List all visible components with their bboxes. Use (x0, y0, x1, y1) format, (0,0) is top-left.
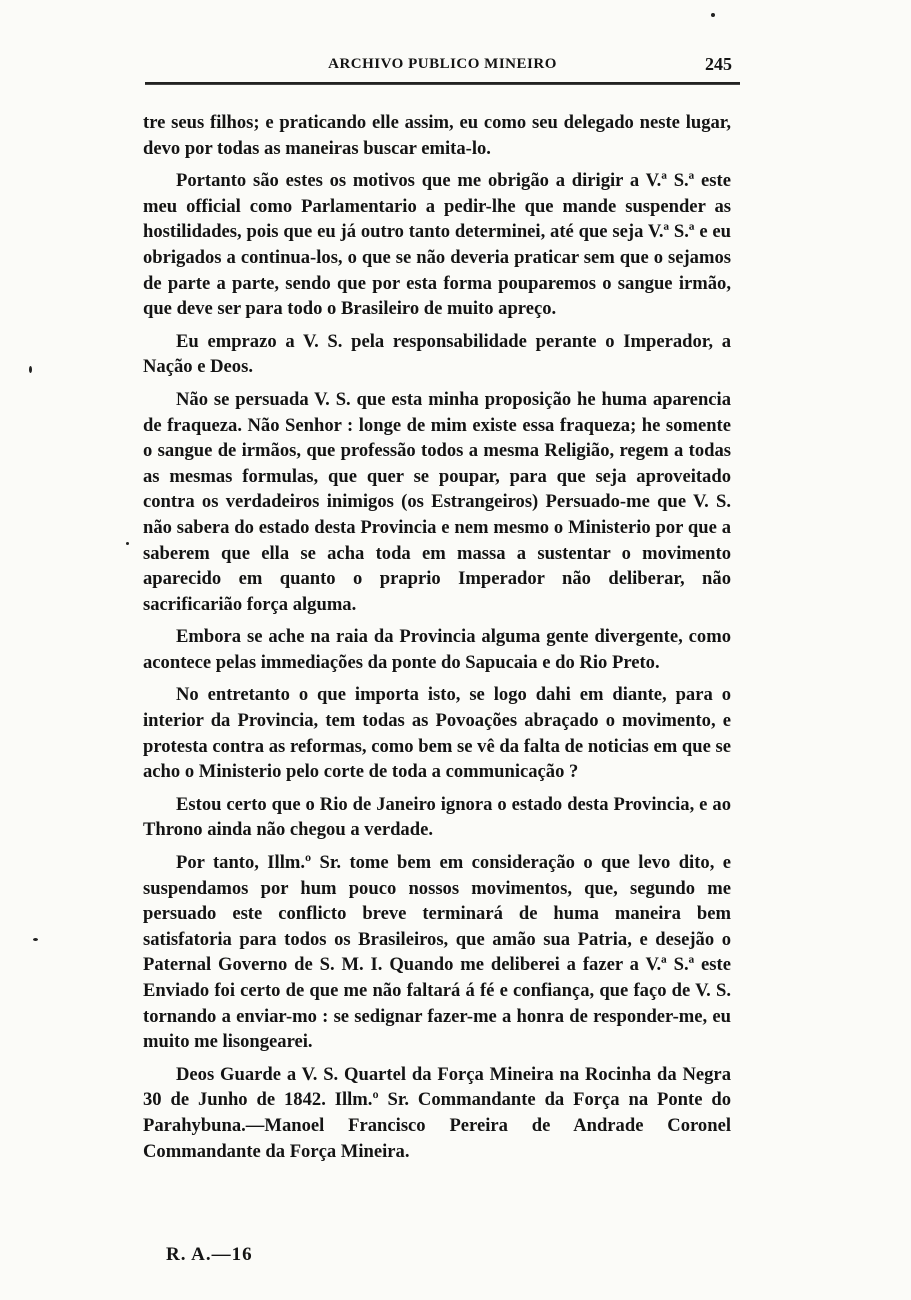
page-number: 245 (705, 54, 732, 74)
paragraph-7: Estou certo que o Rio de Janeiro ignora o estado desta Provincia, e ao Throno ainda não chegou a verdade. (143, 793, 731, 841)
paragraph-5: Embora se ache na raia da Provincia alguma gente divergente, como acontece pelas immediações da ponte do Sapucaia e do Rio Preto. (143, 626, 731, 673)
paragraph-6: No entretanto o que importa isto, se logo dahi em diante, para o interior da Provincia, tem todas as Povoações abraçado o movimento, e protesta contra as reformas, como bem se vê da falta de noticias em que se acho o Ministerio pelo corte de toda a communicação ? (143, 684, 731, 783)
paragraph-2: Portanto são estes os motivos que me obrigão a dirigir a V.ª S.ª este meu official como Parlamentario a pedir-lhe que mande suspender as hostilidades, pois que eu já outro tanto determinei, até que seja V.ª S.ª e eu obrigados a continua-los, o que se não deveria praticar sem que o sejamos de parte a parte, sendo que por esta forma pouparemos o sangue irmão, que deve ser para todo o Brasileiro de muito apreço. (143, 170, 731, 320)
paragraph-8: Por tanto, Illm.º Sr. tome bem em consideração o que levo dito, e suspendamos por hum pouco nossos movimentos, que, segundo me persuado este conflicto breve terminará de huma maneira bem satisfatoria para todos os Brasileiros, que amão sua Patria, e desejão o Paternal Governo de S. M. I. Quando me deliberei a fazer a V.ª S.ª este Enviado foi certo de que me não faltará á fé e confiança, que faço de V. S. tornando a enviar-mo : se sedignar fazer-me a honra de responder-me, eu muito me lisongearei. (143, 852, 731, 1053)
page-header (145, 54, 740, 80)
paragraph-9: Deos Guarde a V. S. Quartel da Força Mineira na Rocinha da Negra 30 de Junho de 1842. Illm.º Sr. Commandante da Força na Ponte do Parahybuna.—Manoel Francisco Pereira de Andrade Coronel Commandante da Força Mineira. (143, 1063, 731, 1162)
header-rule (145, 82, 740, 85)
paragraph-4: Não se persuada V. S. que esta minha proposição he huma aparencia de fraqueza. Não Senhor : longe de mim existe essa fraqueza; he somente o sangue de irmãos, que professão todos a mesma Religião, regem a todas as mesmas formulas, que quer se poupar, para que seja aproveitado contra os verdadeiros inimigos (os Estrangeiros) Persuado-me que V. S. não sabera do estado desta Provincia e nem mesmo o Ministerio por que a saberem que ella se acha toda em massa a sustentar o movimento aparecido em quanto o praprio Imperador não deliberar, não sacrificarião força alguma. (143, 388, 731, 615)
print-speck (33, 938, 38, 941)
print-speck (711, 13, 715, 17)
running-title: ARCHIVO PUBLICO MINEIRO (328, 56, 557, 72)
paragraph-3: Eu emprazo a V. S. pela responsabilidade perante o Imperador, a Nação e Deos. (143, 330, 731, 378)
body-text (143, 110, 731, 1171)
print-speck (29, 366, 32, 373)
print-speck (126, 542, 129, 545)
paragraph-1: tre seus filhos; e praticando elle assim, eu como seu delegado neste lugar, devo por todas as maneiras buscar emita-lo. (143, 112, 731, 159)
signature-mark: R. A.—16 (166, 1244, 253, 1265)
